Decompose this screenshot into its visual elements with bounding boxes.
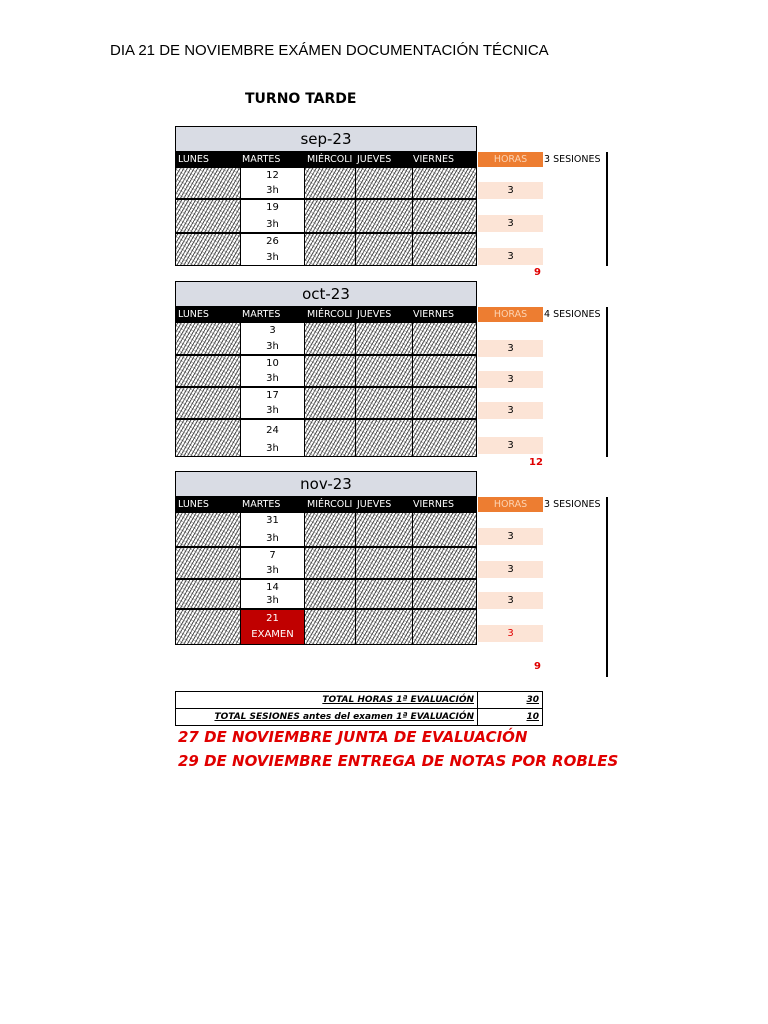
weekday-label: MARTES <box>242 309 281 320</box>
hatched-cell <box>304 355 356 387</box>
horas-cell: 3 <box>478 182 543 199</box>
hatched-cell <box>412 355 477 387</box>
month-title: nov-23 <box>175 471 477 497</box>
hatched-cell <box>355 233 413 266</box>
vertical-rule <box>606 497 608 677</box>
month-title: oct-23 <box>175 281 477 307</box>
week-row <box>175 547 477 579</box>
horas-cell: 3 <box>478 561 543 578</box>
hatched-cell <box>175 547 241 579</box>
sessions-count: 3 SESIONES <box>544 154 601 165</box>
weekday-label: JUEVES <box>357 154 392 165</box>
date-label: 24 <box>266 425 279 436</box>
weekday-label: MIÉRCOLI <box>307 154 353 165</box>
date-label: 10 <box>266 358 279 369</box>
hatched-cell <box>175 512 241 547</box>
tuesday-cell <box>240 547 305 579</box>
horas-header: HORAS <box>478 497 543 512</box>
hatched-cell <box>304 419 356 457</box>
hours-label: 3h <box>266 341 279 352</box>
week-row <box>175 579 477 609</box>
weekday-label: JUEVES <box>357 499 392 510</box>
horas-header: HORAS <box>478 152 543 167</box>
weekday-header-row <box>175 497 477 512</box>
hatched-cell <box>175 419 241 457</box>
hatched-cell <box>412 512 477 547</box>
totals-table <box>175 691 543 726</box>
weekday-label: LUNES <box>178 499 209 510</box>
date-label: 7 <box>269 550 276 561</box>
hours-label: 3h <box>266 565 279 576</box>
totals-row <box>176 692 542 709</box>
hours-label: 3h <box>266 595 279 606</box>
weekday-label: MIÉRCOLI <box>307 499 353 510</box>
hatched-cell <box>412 547 477 579</box>
date-label: 17 <box>266 390 279 401</box>
hatched-cell <box>304 199 356 233</box>
date-label: 12 <box>266 170 279 181</box>
hours-label: 3h <box>266 373 279 384</box>
month-total: 9 <box>534 661 541 672</box>
tuesday-cell <box>240 355 305 387</box>
date-label: 14 <box>266 582 279 593</box>
horas-cell: 3 <box>478 248 543 265</box>
sessions-count: 4 SESIONES <box>544 309 601 320</box>
week-row <box>175 609 477 645</box>
hatched-cell <box>175 322 241 355</box>
week-row <box>175 233 477 266</box>
hatched-cell <box>355 387 413 419</box>
hatched-cell <box>304 167 356 199</box>
hatched-cell <box>355 322 413 355</box>
horas-cell: 3 <box>478 592 543 609</box>
hatched-cell <box>412 199 477 233</box>
hatched-cell <box>355 167 413 199</box>
hatched-cell <box>175 579 241 609</box>
weekday-label: VIERNES <box>413 154 455 165</box>
hatched-cell <box>412 419 477 457</box>
hatched-cell <box>412 387 477 419</box>
horas-cell: 3 <box>478 371 543 388</box>
exam-label: EXAMEN <box>251 629 294 640</box>
week-row <box>175 199 477 233</box>
horas-cell: 3 <box>478 215 543 232</box>
vertical-rule <box>606 307 608 457</box>
horas-cell: 3 <box>478 625 543 642</box>
hours-label: 3h <box>266 533 279 544</box>
hatched-cell <box>355 355 413 387</box>
page-heading: DIA 21 DE NOVIEMBRE EXÁMEN DOCUMENTACIÓN TÉCNICA <box>110 42 549 59</box>
weekday-header-row <box>175 307 477 322</box>
hatched-cell <box>355 419 413 457</box>
tuesday-cell <box>240 419 305 457</box>
totals-label: TOTAL SESIONES antes del examen 1ª EVALUACIÓN <box>214 712 474 722</box>
hatched-cell <box>304 547 356 579</box>
horas-header: HORAS <box>478 307 543 322</box>
hatched-cell <box>304 512 356 547</box>
totals-label: TOTAL HORAS 1ª EVALUACIÓN <box>322 695 474 705</box>
sessions-count: 3 SESIONES <box>544 499 601 510</box>
week-row <box>175 167 477 199</box>
month-title: sep-23 <box>175 126 477 152</box>
hatched-cell <box>355 547 413 579</box>
hatched-cell <box>412 322 477 355</box>
shift-title: TURNO TARDE <box>245 91 357 107</box>
date-label: 26 <box>266 236 279 247</box>
hatched-cell <box>355 512 413 547</box>
weekday-label: MARTES <box>242 499 281 510</box>
week-row <box>175 419 477 457</box>
hours-label: 3h <box>266 405 279 416</box>
hours-label: 3h <box>266 219 279 230</box>
hatched-cell <box>175 233 241 266</box>
evaluation-meeting-note: 27 DE NOVIEMBRE JUNTA DE EVALUACIÓN <box>178 728 528 746</box>
totals-value: 10 <box>477 709 542 725</box>
horas-cell: 3 <box>478 402 543 419</box>
tuesday-cell <box>240 199 305 233</box>
hatched-cell <box>304 322 356 355</box>
hatched-cell <box>355 579 413 609</box>
horas-cell: 3 <box>478 528 543 545</box>
weekday-label: VIERNES <box>413 309 455 320</box>
tuesday-cell <box>240 233 305 266</box>
tuesday-cell <box>240 167 305 199</box>
grades-delivery-note: 29 DE NOVIEMBRE ENTREGA DE NOTAS POR ROBLES <box>178 752 619 770</box>
hatched-cell <box>304 579 356 609</box>
hours-label: 3h <box>266 252 279 263</box>
hatched-cell <box>412 233 477 266</box>
hours-label: 3h <box>266 185 279 196</box>
hatched-cell <box>175 199 241 233</box>
weekday-label: MIÉRCOLI <box>307 309 353 320</box>
hatched-cell <box>355 199 413 233</box>
week-row <box>175 355 477 387</box>
hatched-cell <box>304 233 356 266</box>
weekday-label: LUNES <box>178 154 209 165</box>
date-label: 31 <box>266 515 279 526</box>
tuesday-cell <box>240 322 305 355</box>
tuesday-cell <box>240 512 305 547</box>
hatched-cell <box>412 609 477 645</box>
hatched-cell <box>304 387 356 419</box>
hatched-cell <box>412 579 477 609</box>
totals-value: 30 <box>477 692 542 708</box>
date-label: 21 <box>266 613 279 624</box>
week-row <box>175 387 477 419</box>
month-total: 12 <box>529 457 543 468</box>
horas-cell: 3 <box>478 437 543 454</box>
hatched-cell <box>355 609 413 645</box>
hatched-cell <box>175 355 241 387</box>
date-label: 19 <box>266 202 279 213</box>
totals-row <box>176 709 542 725</box>
horas-cell: 3 <box>478 340 543 357</box>
week-row <box>175 322 477 355</box>
hatched-cell <box>412 167 477 199</box>
weekday-header-row <box>175 152 477 167</box>
weekday-label: LUNES <box>178 309 209 320</box>
hatched-cell <box>175 609 241 645</box>
tuesday-cell <box>240 387 305 419</box>
hours-label: 3h <box>266 443 279 454</box>
hatched-cell <box>175 387 241 419</box>
month-total: 9 <box>534 267 541 278</box>
weekday-label: MARTES <box>242 154 281 165</box>
tuesday-cell <box>240 579 305 609</box>
weekday-label: JUEVES <box>357 309 392 320</box>
hatched-cell <box>175 167 241 199</box>
weekday-label: VIERNES <box>413 499 455 510</box>
week-row <box>175 512 477 547</box>
hatched-cell <box>304 609 356 645</box>
exam-day-cell <box>240 609 305 645</box>
vertical-rule <box>606 152 608 266</box>
date-label: 3 <box>269 325 276 336</box>
